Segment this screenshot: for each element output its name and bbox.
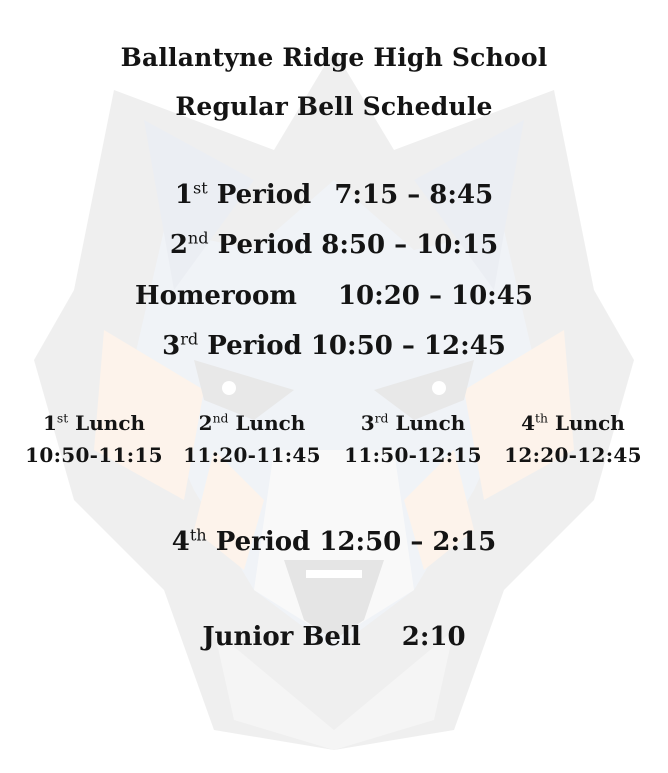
- lunch-1: [14, 410, 174, 468]
- lunch-2: [172, 410, 332, 468]
- period-time: 10:20 – 10:45: [337, 281, 533, 311]
- lunch-name: 3rd Lunch: [360, 410, 466, 435]
- schedule-title: Regular Bell Schedule: [175, 92, 493, 121]
- period-label: Period: [217, 230, 313, 260]
- lunch-time: 11:20-11:45: [183, 443, 321, 467]
- school-name: Ballantyne Ridge High School: [120, 43, 548, 72]
- junior-bell-label: Junior Bell: [202, 622, 361, 652]
- period-label: Period: [216, 180, 312, 210]
- period-number: 1: [174, 180, 193, 210]
- lunch-name: 4th Lunch: [521, 410, 625, 435]
- period-suffix: st: [192, 178, 208, 198]
- period-1-row: [0, 180, 668, 210]
- homeroom-row: [0, 281, 668, 311]
- lunch-4: [493, 410, 653, 468]
- junior-bell-row: [0, 622, 668, 652]
- period-suffix: nd: [187, 228, 209, 248]
- lunch-time: 12:20-12:45: [504, 443, 642, 467]
- period-label: Period: [215, 527, 311, 557]
- period-time: 12:50 – 2:15: [319, 527, 497, 557]
- period-time: 10:50 – 12:45: [310, 331, 506, 361]
- period-number: 3: [162, 331, 181, 361]
- period-number: 2: [169, 230, 188, 260]
- period-suffix: rd: [180, 329, 199, 349]
- period-number: 4: [171, 527, 190, 557]
- lunch-name: 2nd Lunch: [198, 410, 306, 435]
- period-2-row: [0, 230, 668, 260]
- lunch-name: 1st Lunch: [42, 410, 146, 435]
- junior-bell-time: 2:10: [401, 622, 466, 652]
- period-3-row: [0, 331, 668, 361]
- period-time: 8:50 – 10:15: [321, 230, 499, 260]
- period-label: Homeroom: [135, 281, 297, 311]
- lunch-3: [333, 410, 493, 468]
- lunch-time: 11:50-12:15: [344, 443, 482, 467]
- lunch-time: 10:50-11:15: [25, 443, 163, 467]
- period-4-row: [0, 527, 668, 557]
- period-time: 7:15 – 8:45: [334, 180, 494, 210]
- period-suffix: th: [189, 525, 207, 545]
- period-label: Period: [207, 331, 302, 361]
